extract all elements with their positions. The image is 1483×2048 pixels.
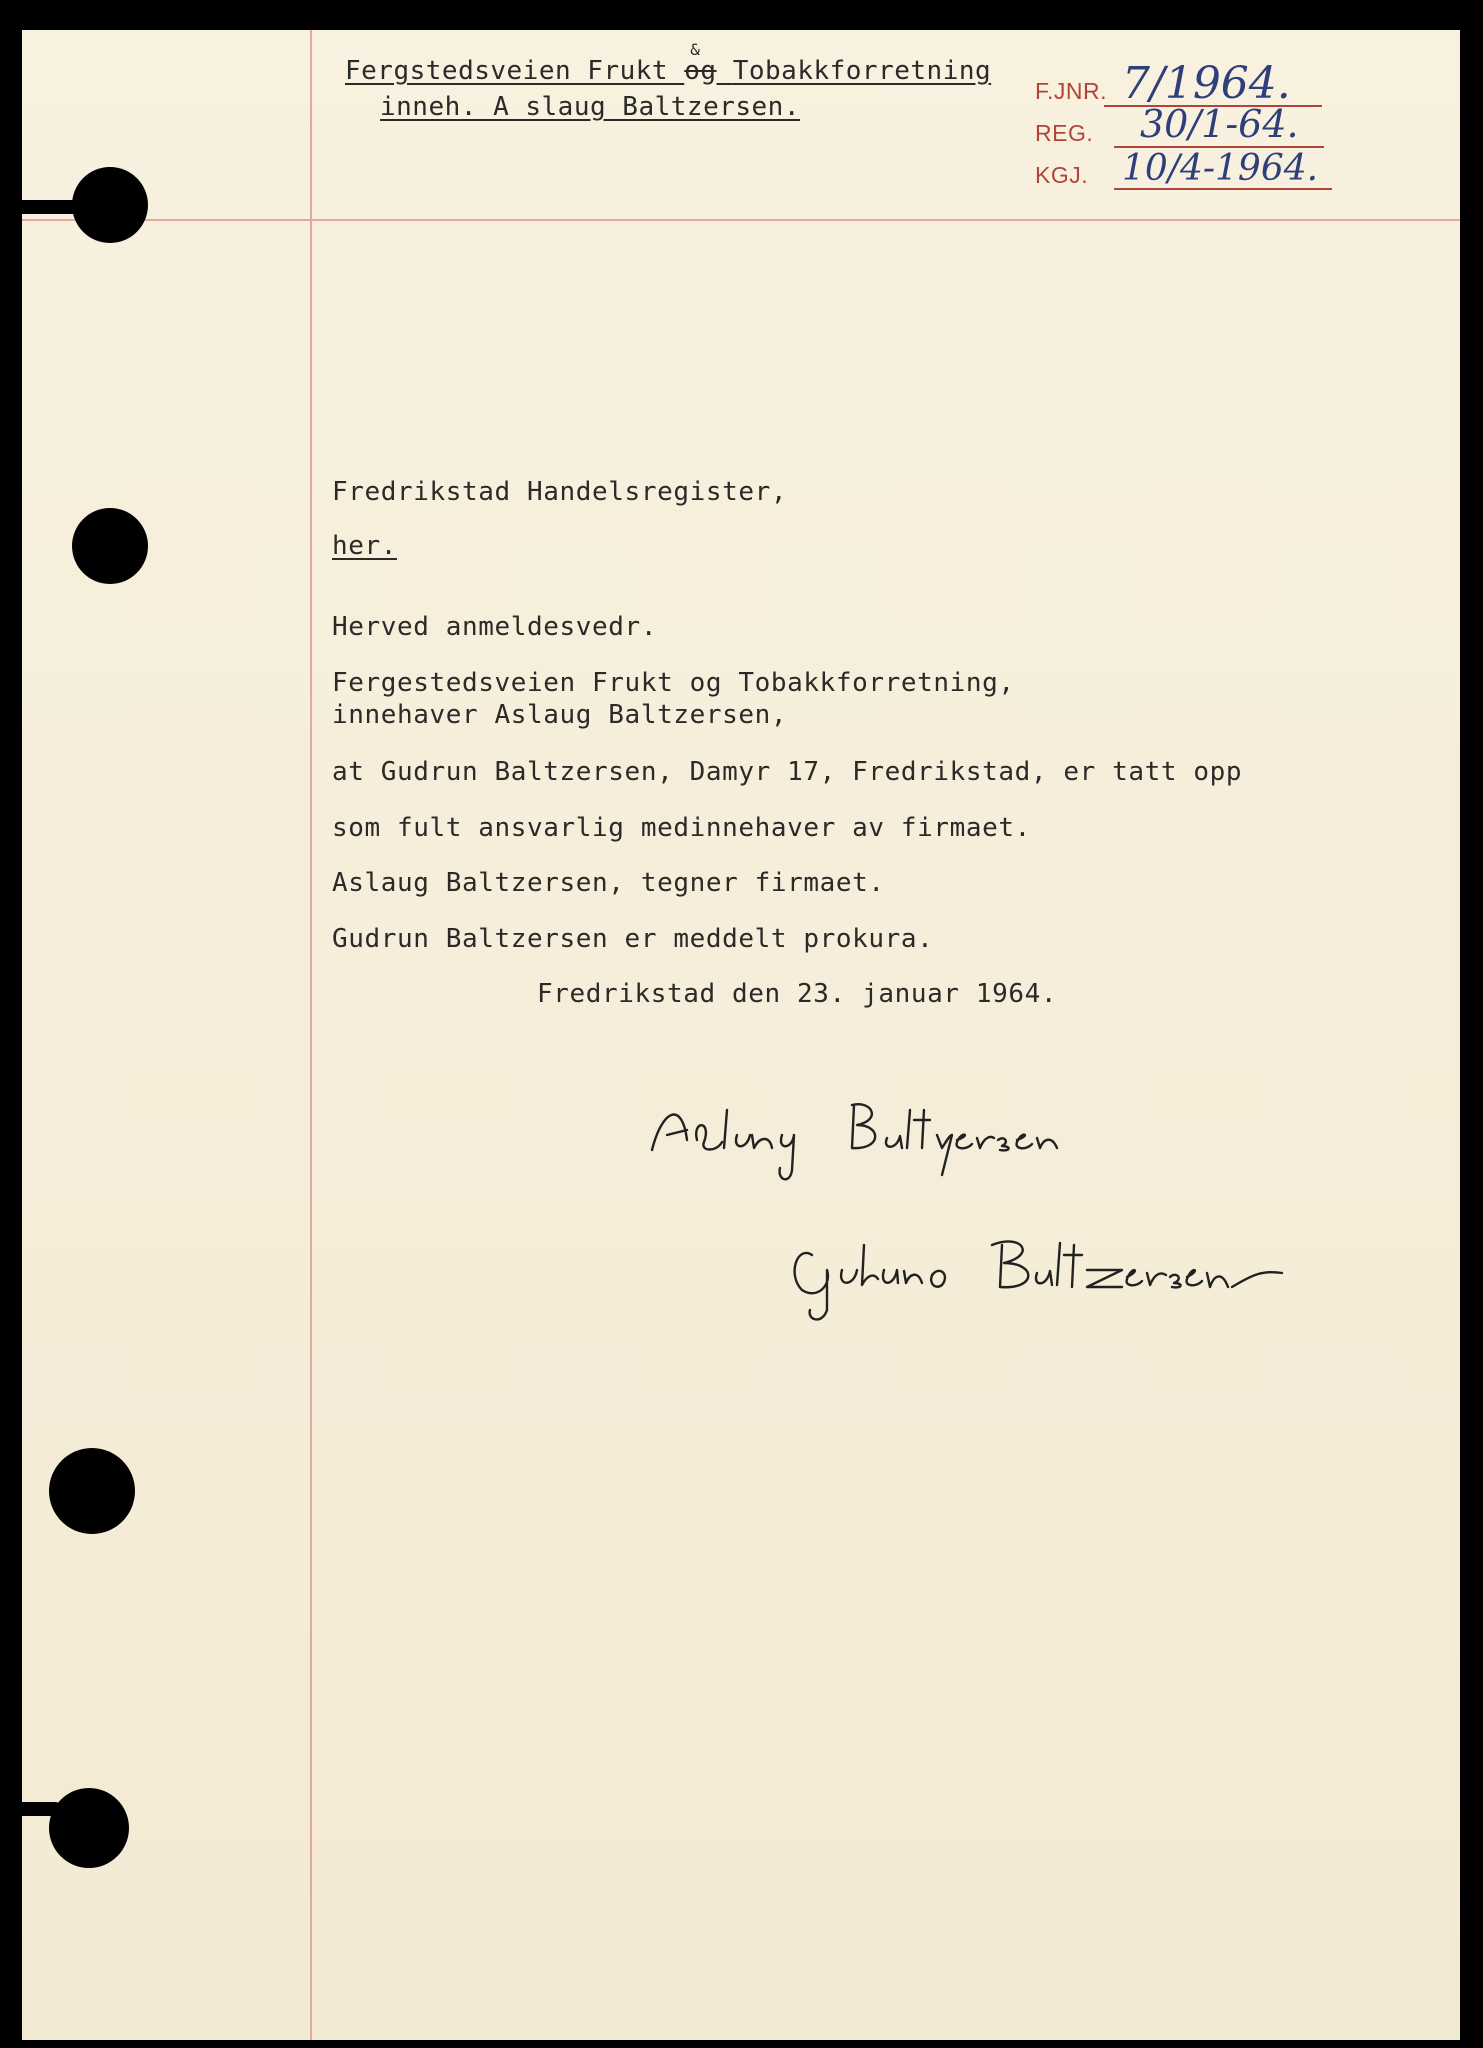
header-struck-text: og <box>684 56 717 86</box>
punch-hole-tear <box>22 1802 62 1816</box>
stamp-kgj-value: 10/4-1964. <box>1122 148 1319 189</box>
punch-hole <box>72 508 148 584</box>
intro-line: Herved anmeldesvedr. <box>332 612 658 642</box>
signature-gudrun <box>782 1215 1302 1345</box>
signature-aslaug <box>642 1080 1102 1200</box>
header-struck-word <box>684 40 717 86</box>
header-firm-name-part2: Tobakkforretning <box>732 56 992 86</box>
body-line-1: at Gudrun Baltzersen, Damyr 17, Fredrikstad, er tatt opp <box>332 757 1243 787</box>
stamp-kgj-label: KGJ. <box>1035 162 1089 188</box>
document-page <box>22 30 1460 2040</box>
stamp-fjnr-label: F.JNR. <box>1035 78 1107 104</box>
header-owner: inneh. A slaug Baltzersen. <box>380 92 800 122</box>
header-firm-name <box>345 40 992 86</box>
punch-hole <box>49 1788 129 1868</box>
prokura-line: Gudrun Baltzersen er meddelt prokura. <box>332 924 934 954</box>
firm-line-2: innehaver Aslaug Baltzersen, <box>332 700 788 730</box>
firm-line-1: Fergestedsveien Frukt og Tobakkforretning, <box>332 668 1015 698</box>
date-line: Fredrikstad den 23. januar 1964. <box>537 979 1058 1009</box>
punch-hole-tear <box>22 200 82 214</box>
margin-line-horizontal <box>22 219 1460 221</box>
margin-line-vertical <box>310 30 312 2040</box>
location-line: her. <box>332 531 398 561</box>
stamp-fjnr-value: 7/1964. <box>1122 58 1291 109</box>
header-firm-name-part1: Fergstedsveien Frukt <box>345 56 669 86</box>
punch-hole <box>72 167 148 243</box>
header-amp-insert: & <box>690 40 701 59</box>
punch-hole <box>49 1448 135 1534</box>
recipient-line: Fredrikstad Handelsregister, <box>332 477 788 507</box>
stamp-reg-label: REG. <box>1035 120 1094 146</box>
stamp-reg-value: 30/1-64. <box>1140 102 1299 146</box>
body-line-2: som fult ansvarlig medinnehaver av firmaet. <box>332 813 1031 843</box>
signatory-line: Aslaug Baltzersen, tegner firmaet. <box>332 868 885 898</box>
